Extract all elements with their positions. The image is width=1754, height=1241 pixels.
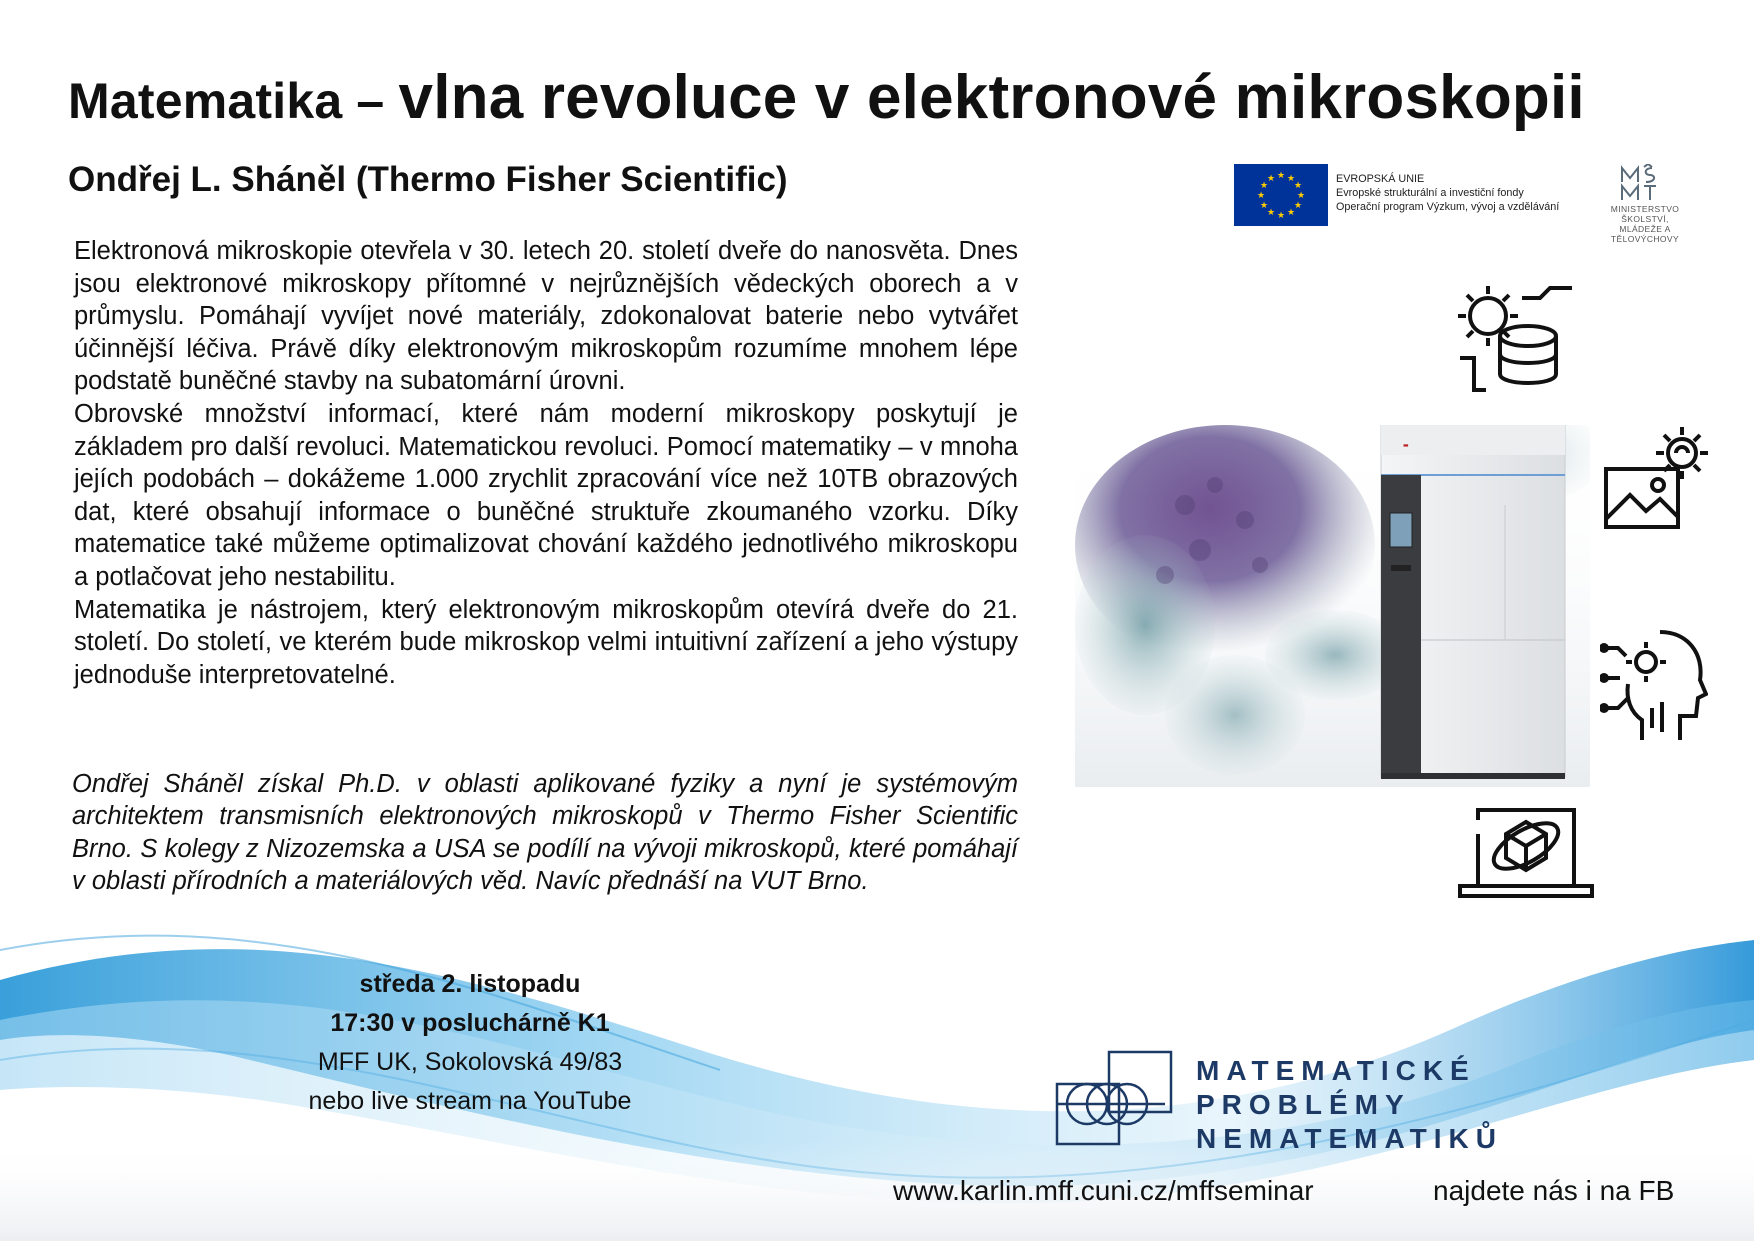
title-part1: Matematika – (68, 73, 399, 129)
npn-line1: MATEMATICKÉ (1196, 1055, 1476, 1086)
laptop-molecule-icon (1458, 800, 1594, 902)
eu-line3: Operační program Výzkum, vývoj a vzdělávání (1336, 201, 1560, 213)
svg-text:★: ★ (1293, 181, 1303, 191)
title-part2: vlna revoluce v elektronové mikroskopii (398, 63, 1585, 132)
event-info (250, 965, 690, 1121)
svg-text:★: ★ (1256, 191, 1266, 201)
image-gear-icon (1604, 425, 1714, 533)
npn-line2: PROBLÉMY (1196, 1089, 1411, 1120)
microscope-hero-image (1075, 425, 1590, 787)
svg-text:★: ★ (1259, 181, 1269, 191)
svg-text:★: ★ (1259, 201, 1269, 211)
eu-flag-icon (1234, 164, 1328, 226)
msmt-logo (1590, 164, 1700, 244)
abstract-paragraph-2: Obrovské množství informací, které nám moderní mikroskopy poskytují je základem pro další revoluci. Matematickou revoluci. Pomocí matematiky – v mnoha jejích podobách – dokážeme 1.000 zrychlit zpracování více než 10TB obrazových dat, které obsahují informace o buněčné struktuře zkoumaného vzorku. Díky matematice také můžeme optimalizovat chování každého jednotlivého mikroskopu a potlačovat jeho nestabilitu. (74, 399, 1018, 591)
microscope-brand-mark: ▬ (1403, 442, 1409, 449)
eu-line2: Evropské strukturální a investiční fondy (1336, 187, 1524, 199)
seminar-url-link[interactable]: www.karlin.mff.cuni.cz/mffseminar (893, 1175, 1314, 1206)
msmt-line2: MLÁDEŽE A TĚLOVÝCHOVY (1610, 224, 1680, 244)
npn-line3: NEMATEMATIKŮ (1196, 1123, 1503, 1154)
speaker-bio: Ondřej Sháněl získal Ph.D. v oblasti aplikované fyziky a nyní je systémovým architektem transmisních elektronových mikroskopů v Thermo Fisher Scientific Brno. S kolegy z Nizozemska a USA se podílí na vývoji mikroskopů, které pomáhají v oblasti přírodních a materiálových věd. Navíc přednáší na VUT Brno. (72, 770, 1018, 896)
npn-wordmark (1196, 1054, 1503, 1156)
svg-text:★: ★ (1286, 174, 1296, 184)
event-address: MFF UK, Sokolovská 49/83 (317, 1048, 623, 1076)
svg-text:★: ★ (1293, 201, 1303, 211)
abstract-text (74, 235, 1018, 691)
gear-database-icon (1450, 278, 1572, 400)
speaker-name: Ondřej L. Sháněl (Thermo Fisher Scientific) (68, 160, 788, 199)
svg-text:★: ★ (1266, 174, 1276, 184)
svg-text:★: ★ (1266, 208, 1276, 218)
abstract-paragraph-3: Matematika je nástrojem, který elektronovým mikroskopům otevírá dveře do 21. století. Do století, ve kterém bude mikroskop velmi intuitivní zařízení a jeho výstupy jednoduše interpretovatelné. (74, 595, 1018, 689)
msmt-line1: MINISTERSTVO ŠKOLSTVÍ, (1610, 204, 1680, 224)
msmt-text (1590, 204, 1700, 244)
svg-text:★: ★ (1296, 191, 1306, 201)
facebook-note: najdete nás i na FB (1433, 1175, 1675, 1206)
msmt-monogram-icon (1618, 164, 1666, 204)
event-time-place: 17:30 v posluchárně K1 (330, 1009, 610, 1037)
eu-line1: EVROPSKÁ UNIE (1336, 173, 1425, 185)
eu-text (1336, 172, 1559, 214)
svg-text:★: ★ (1276, 171, 1286, 181)
event-stream: nebo live stream na YouTube (308, 1087, 632, 1115)
svg-text:★: ★ (1286, 208, 1296, 218)
ai-head-icon (1600, 628, 1708, 744)
npn-logo-icon (1055, 1050, 1175, 1146)
eu-logo (1234, 164, 1560, 226)
event-date: středa 2. listopadu (359, 970, 581, 998)
svg-text:★: ★ (1276, 211, 1286, 221)
page-title (68, 62, 1585, 133)
abstract-paragraph-1: Elektronová mikroskopie otevřela v 30. letech 20. století dveře do nanosvěta. Dnes jsou elektronové mikroskopy přítomné v nejrůznějších vědeckých oborech a v průmyslu. Pomáhají vyvíjet nové materiály, zdokonalovat baterie nebo vytvářet účinnější léčiva. Právě díky elektronovým mikroskopům rozumíme mnohem lépe podstatě buněčné stavby na subatomární úrovni. (74, 237, 1018, 396)
